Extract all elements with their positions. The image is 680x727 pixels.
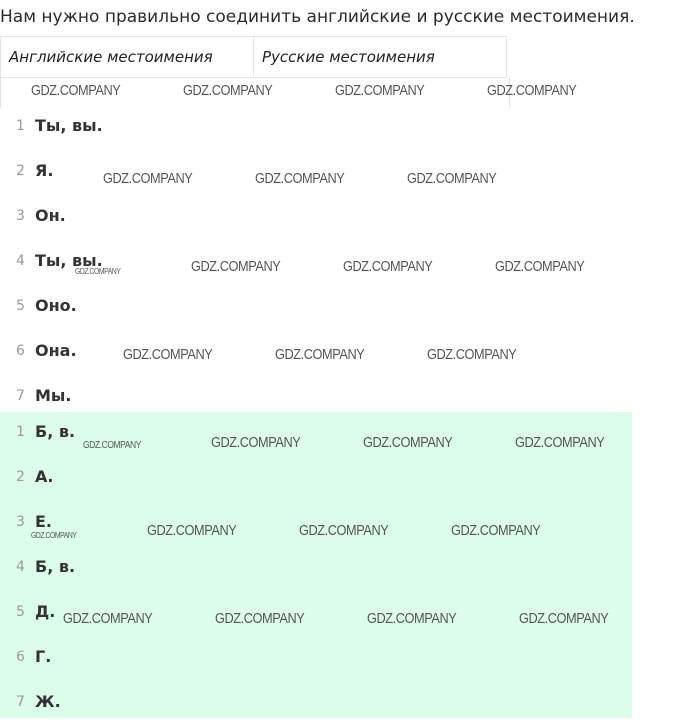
item-text: Г. bbox=[35, 647, 52, 666]
watermark: GDZ.COMPANY bbox=[363, 434, 453, 451]
list-item bbox=[0, 196, 632, 241]
item-number: 4 bbox=[16, 559, 25, 575]
item-number: 7 bbox=[16, 388, 25, 404]
item-text: Мы. bbox=[35, 386, 72, 405]
item-number: 6 bbox=[16, 343, 25, 359]
list-item bbox=[0, 457, 632, 502]
list-item bbox=[0, 106, 632, 151]
watermark: GDZ.COMPANY bbox=[515, 434, 605, 451]
item-text: А. bbox=[35, 467, 54, 486]
item-text: Я. bbox=[35, 161, 54, 180]
list-item bbox=[0, 286, 632, 331]
watermark: GDZ.COMPANY bbox=[335, 82, 425, 99]
item-number: 3 bbox=[16, 208, 25, 224]
list-item bbox=[0, 682, 632, 727]
item-number: 3 bbox=[16, 514, 25, 530]
watermark: GDZ.COMPANY bbox=[83, 440, 141, 451]
watermark: GDZ.COMPANY bbox=[255, 170, 345, 187]
item-text: Ж. bbox=[35, 692, 61, 711]
item-number: 7 bbox=[16, 694, 25, 710]
item-number: 6 bbox=[16, 649, 25, 665]
answer-list bbox=[0, 412, 632, 727]
item-text: Д. bbox=[35, 602, 56, 621]
watermark: GDZ.COMPANY bbox=[275, 346, 365, 363]
watermark: GDZ.COMPANY bbox=[519, 610, 609, 627]
item-text: Ты, вы. bbox=[35, 116, 103, 135]
item-text: Он. bbox=[35, 206, 66, 225]
watermark: GDZ.COMPANY bbox=[63, 610, 153, 627]
task-title: Нам нужно правильно соединить английские и русские местоимения. bbox=[0, 7, 635, 27]
watermark: GDZ.COMPANY bbox=[427, 346, 517, 363]
watermark: GDZ.COMPANY bbox=[407, 170, 497, 187]
watermark: GDZ.COMPANY bbox=[451, 522, 541, 539]
watermark: GDZ.COMPANY bbox=[487, 82, 577, 99]
watermark: GDZ.COMPANY bbox=[367, 610, 457, 627]
table-header-english: Английские местоимения bbox=[1, 37, 254, 78]
item-number: 2 bbox=[16, 469, 25, 485]
watermark: GDZ.COMPANY bbox=[103, 170, 193, 187]
list-item bbox=[0, 637, 632, 682]
watermark: GDZ.COMPANY bbox=[191, 258, 281, 275]
item-number: 5 bbox=[16, 604, 25, 620]
watermark: GDZ.COMPANY bbox=[31, 82, 121, 99]
item-text: Б, в. bbox=[35, 422, 76, 441]
list-item bbox=[0, 547, 632, 592]
item-text: Она. bbox=[35, 341, 77, 360]
item-text: Ты, вы. bbox=[35, 251, 103, 270]
watermark: GDZ.COMPANY bbox=[75, 267, 121, 276]
watermark: GDZ.COMPANY bbox=[147, 522, 237, 539]
item-number: 4 bbox=[16, 253, 25, 269]
item-text: Б, в. bbox=[35, 557, 76, 576]
item-text: Е. bbox=[35, 512, 53, 531]
watermark: GDZ.COMPANY bbox=[299, 522, 389, 539]
table-header-russian: Русские местоимения bbox=[254, 37, 507, 78]
watermark: GDZ.COMPANY bbox=[495, 258, 585, 275]
pronoun-table bbox=[0, 36, 507, 78]
watermark: GDZ.COMPANY bbox=[211, 434, 301, 451]
watermark: GDZ.COMPANY bbox=[123, 346, 213, 363]
item-number: 1 bbox=[16, 118, 25, 134]
item-number: 5 bbox=[16, 298, 25, 314]
item-number: 2 bbox=[16, 163, 25, 179]
watermark: GDZ.COMPANY bbox=[183, 82, 273, 99]
watermark: GDZ.COMPANY bbox=[215, 610, 305, 627]
watermark: GDZ.COMPANY bbox=[343, 258, 433, 275]
item-text: Оно. bbox=[35, 296, 77, 315]
item-number: 1 bbox=[16, 424, 25, 440]
watermark: GDZ.COMPANY bbox=[31, 531, 77, 540]
